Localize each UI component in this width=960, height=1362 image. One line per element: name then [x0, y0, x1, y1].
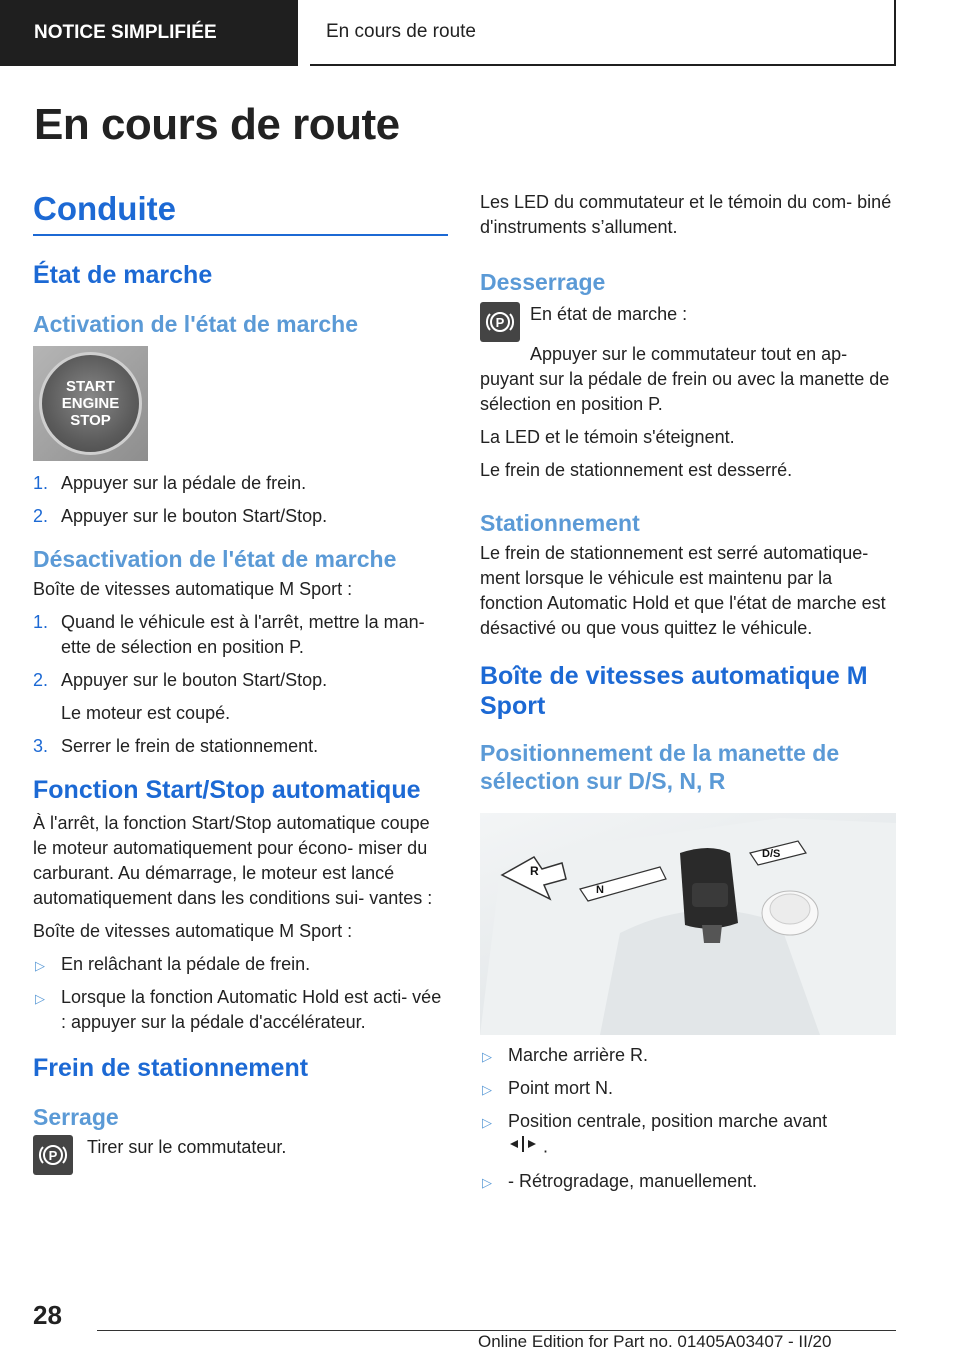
start-label: START — [66, 378, 115, 395]
desserrage-line1: En état de marche : — [530, 304, 688, 324]
section-label: NOTICE SIMPLIFIÉE — [34, 22, 217, 43]
heading-desactivation: Désactivation de l'état de marche — [33, 546, 397, 572]
gear-label-n: N — [596, 884, 604, 896]
desserrage-block — [480, 302, 896, 342]
led-text: Les LED du commutateur et le témoin du com‐ biné d'instruments s’allument. — [480, 192, 892, 237]
section-tab[interactable] — [0, 0, 298, 66]
right-column — [480, 190, 896, 1194]
startstop-intro: Boîte de vitesses automatique M Sport : — [33, 921, 353, 941]
list-item: ▷ Point mort N. — [482, 1078, 614, 1098]
desactivation-note: Le moteur est coupé. — [61, 703, 231, 723]
gear-label-ds: D/S — [762, 848, 781, 860]
desserrage-line2: Appuyer sur le commutateur tout en ap‐ puyant sur la pédale de frein ou avec la manette de sélection en position P. — [480, 344, 890, 414]
heading-desserrage: Desserrage — [480, 269, 606, 295]
list-item: ▷ En relâchant la pédale de frein. — [35, 954, 311, 974]
heading-stationnement: Stationnement — [480, 510, 640, 536]
heading-frein: Frein de stationnement — [33, 1054, 309, 1082]
desactivation-steps — [33, 610, 448, 759]
start-engine-stop-button — [39, 352, 142, 455]
activation-steps — [33, 471, 448, 529]
serrage-text: Tirer sur le commutateur. — [87, 1137, 287, 1157]
gear-selector-image — [480, 813, 896, 1035]
list-item: 1. Quand le véhicule est à l'arrêt, mettre la man‐ ette de sélection en position P. — [33, 612, 425, 657]
parking-brake-icon — [480, 302, 520, 342]
gear-label-r: R — [530, 864, 539, 878]
startstop-text: À l'arrêt, la fonction Start/Stop automatique coupe le moteur automatiquement pour écono‐ miser du carburant. Au démarrage, le moteur est lancé automatiquement dans les conditions sui‐ vantes : — [33, 813, 433, 908]
heading-etat-marche: État de marche — [33, 261, 213, 289]
start-engine-stop-image — [33, 346, 148, 461]
desserrage-line4: Le frein de stationnement est desserré. — [480, 460, 793, 480]
page-number: 28 — [33, 1300, 62, 1330]
stop-label: STOP — [70, 412, 111, 429]
left-column — [33, 190, 448, 1175]
gear-positions — [480, 1043, 896, 1194]
heading-positionnement: Positionnement de la manette de sélection sur D/S, N, R — [480, 740, 840, 794]
desserrage-line3: La LED et le témoin s'éteignent. — [480, 427, 735, 447]
serrage-block — [33, 1135, 448, 1175]
list-item: ▷ Marche arrière R. — [482, 1045, 649, 1065]
svg-text:P: P — [495, 315, 505, 330]
heading-conduite: Conduite — [33, 190, 448, 236]
svg-text:P: P — [48, 1148, 58, 1163]
footer-edition: Online Edition for Part no. 01405A03407 - II/20 — [478, 1332, 832, 1351]
parking-brake-icon — [33, 1135, 73, 1175]
chapter-label: En cours de route — [326, 21, 476, 42]
list-item: 2. Appuyer sur le bouton Start/Stop. — [33, 506, 328, 526]
list-item: 3. Serrer le frein de stationnement. — [33, 736, 319, 756]
engine-label: ENGINE — [61, 395, 120, 412]
heading-serrage: Serrage — [33, 1104, 119, 1130]
heading-startstop: Fonction Start/Stop automatique — [33, 776, 421, 804]
page-title: En cours de route — [34, 100, 400, 149]
desactivation-intro: Boîte de vitesses automatique M Sport : — [33, 579, 353, 599]
list-item: 2. Appuyer sur le bouton Start/Stop. Le moteur est coupé. — [33, 668, 448, 726]
list-item: ▷ - Rétrogradage, manuellement. — [482, 1171, 758, 1191]
list-item: 1. Appuyer sur la pédale de frein. — [33, 473, 307, 493]
startstop-conditions — [33, 952, 448, 1035]
list-item: ▷ Lorsque la fonction Automatic Hold est acti‐ vée : appuyer sur la pédale d'accélérateur. — [35, 987, 442, 1032]
paddle-shift-icon — [508, 1134, 538, 1161]
heading-boite: Boîte de vitesses automatique M Sport — [480, 662, 868, 720]
heading-activation: Activation de l'état de marche — [33, 311, 359, 337]
list-item: ▷ Position centrale, position marche avant . — [480, 1109, 896, 1161]
stationnement-text: Le frein de stationnement est serré automatique‐ ment lorsque le véhicule est maintenu par la fonction Automatic Hold et que l'état de marche est désactivé ou que vous quittez le véhicule. — [480, 543, 886, 638]
chapter-tab[interactable] — [310, 0, 896, 66]
